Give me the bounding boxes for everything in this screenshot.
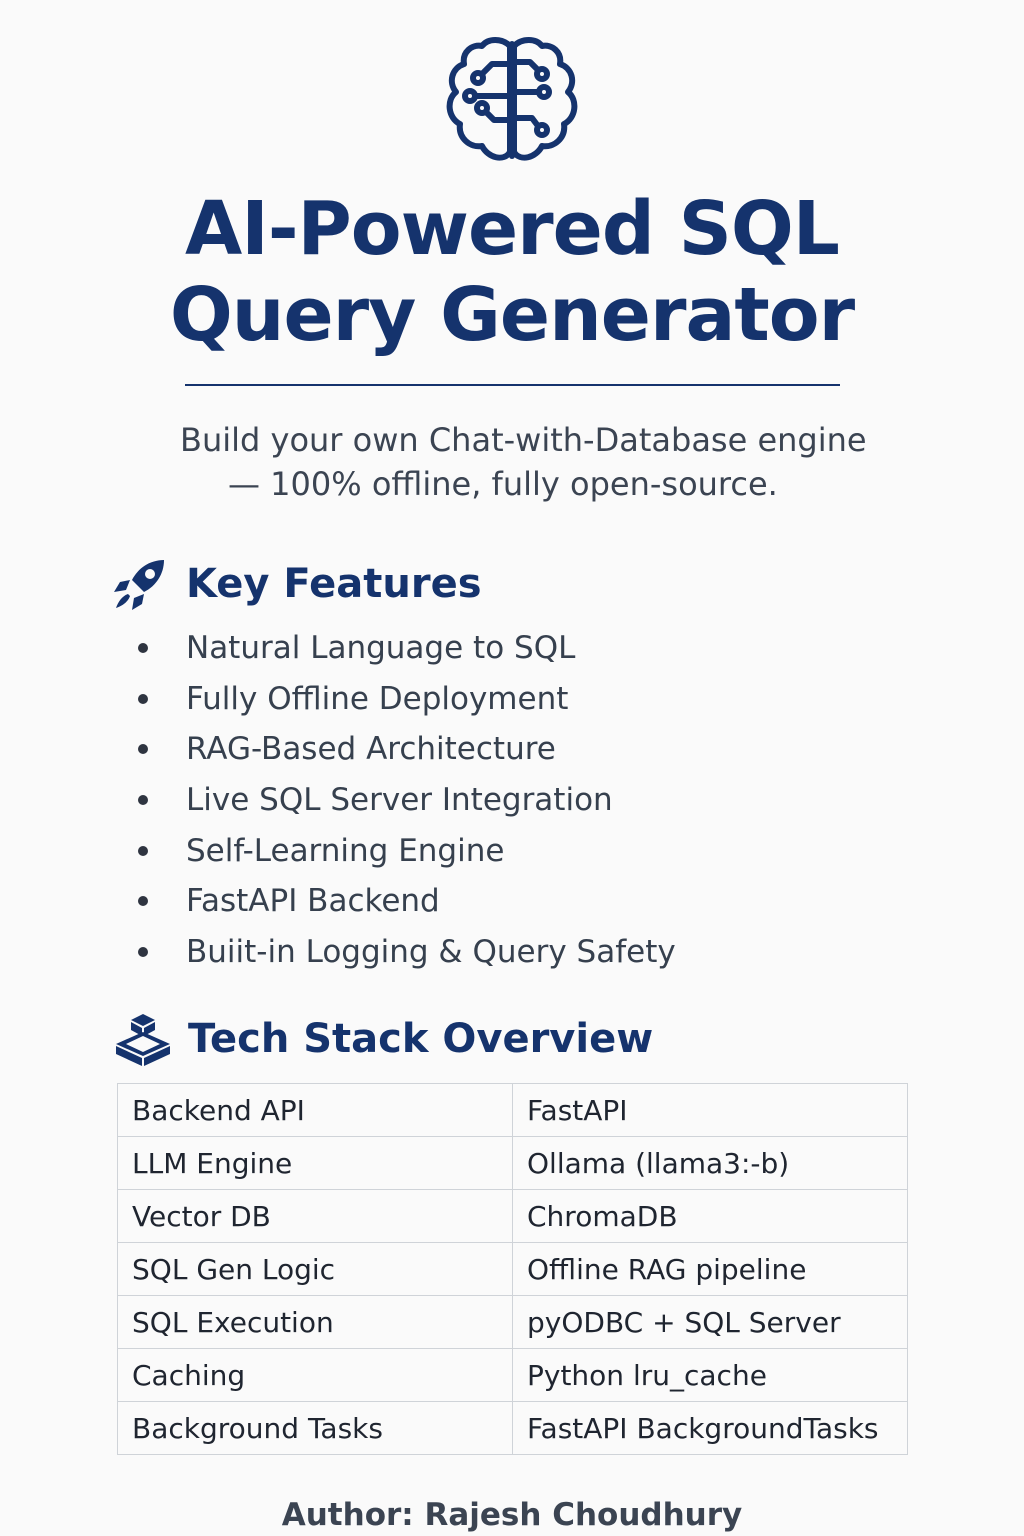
- tech-stack-heading: [114, 1012, 653, 1066]
- component-cell: Vector DB: [118, 1190, 513, 1243]
- list-item: [138, 876, 676, 927]
- list-item: [138, 927, 676, 978]
- component-cell: Backend API: [118, 1084, 513, 1137]
- table-row: [118, 1296, 908, 1349]
- feature-label: RAG-Based Architecture: [186, 731, 556, 768]
- bullet: [138, 744, 148, 754]
- rocket-icon: [112, 556, 168, 612]
- key-features-heading: [112, 556, 482, 612]
- feature-label: Natural Language to SQL: [186, 630, 576, 667]
- list-item: [138, 674, 676, 725]
- page-title-line-2: Query Generator: [169, 272, 855, 358]
- box-icon: [114, 1012, 172, 1066]
- table-row: [118, 1349, 908, 1402]
- technology-cell: Python lru_cache: [513, 1349, 908, 1402]
- list-item: [138, 724, 676, 775]
- bullet: [138, 846, 148, 856]
- bullet: [138, 795, 148, 805]
- component-cell: Caching: [118, 1349, 513, 1402]
- bullet: [138, 694, 148, 704]
- feature-label: Buiit-in Logging & Query Safety: [186, 933, 676, 970]
- author-credit: Author: Rajesh Choudhury: [281, 1497, 743, 1533]
- brain-icon: [442, 34, 582, 168]
- title-divider: [185, 384, 840, 386]
- table-row: [118, 1243, 908, 1296]
- component-cell: SQL Gen Logic: [118, 1243, 513, 1296]
- features-list: [138, 623, 676, 977]
- feature-label: Fully Offline Deployment: [186, 680, 569, 717]
- bullet: [138, 896, 148, 906]
- subtitle-line-2: — 100% offline, fully open-source.: [228, 465, 778, 503]
- tech-stack-title: Tech Stack Overview: [188, 1016, 654, 1062]
- table-row: [118, 1402, 908, 1455]
- technology-cell: Offline RAG pipeline: [513, 1243, 908, 1296]
- page-title-line-1: AI-Powered SQL: [185, 186, 839, 272]
- table-row: [118, 1190, 908, 1243]
- feature-label: FastAPI Backend: [186, 883, 440, 920]
- subtitle-line-1: Build your own Chat-with-Database engine: [180, 421, 867, 459]
- bullet: [138, 947, 148, 957]
- list-item: [138, 825, 676, 876]
- technology-cell: Ollama (llama3:-b): [513, 1137, 908, 1190]
- technology-cell: pyODBC + SQL Server: [513, 1296, 908, 1349]
- component-cell: LLM Engine: [118, 1137, 513, 1190]
- component-cell: Background Tasks: [118, 1402, 513, 1455]
- key-features-title: Key Features: [186, 561, 482, 607]
- bullet: [138, 643, 148, 653]
- technology-cell: ChromaDB: [513, 1190, 908, 1243]
- component-cell: SQL Execution: [118, 1296, 513, 1349]
- technology-cell: FastAPI: [513, 1084, 908, 1137]
- list-item: [138, 623, 676, 674]
- list-item: [138, 775, 676, 826]
- table-row: [118, 1084, 908, 1137]
- table-row: [118, 1137, 908, 1190]
- technology-cell: FastAPI BackgroundTasks: [513, 1402, 908, 1455]
- feature-label: Live SQL Server Integration: [186, 782, 613, 819]
- feature-label: Self-Learning Engine: [186, 832, 505, 869]
- tech-stack-table: [117, 1083, 908, 1455]
